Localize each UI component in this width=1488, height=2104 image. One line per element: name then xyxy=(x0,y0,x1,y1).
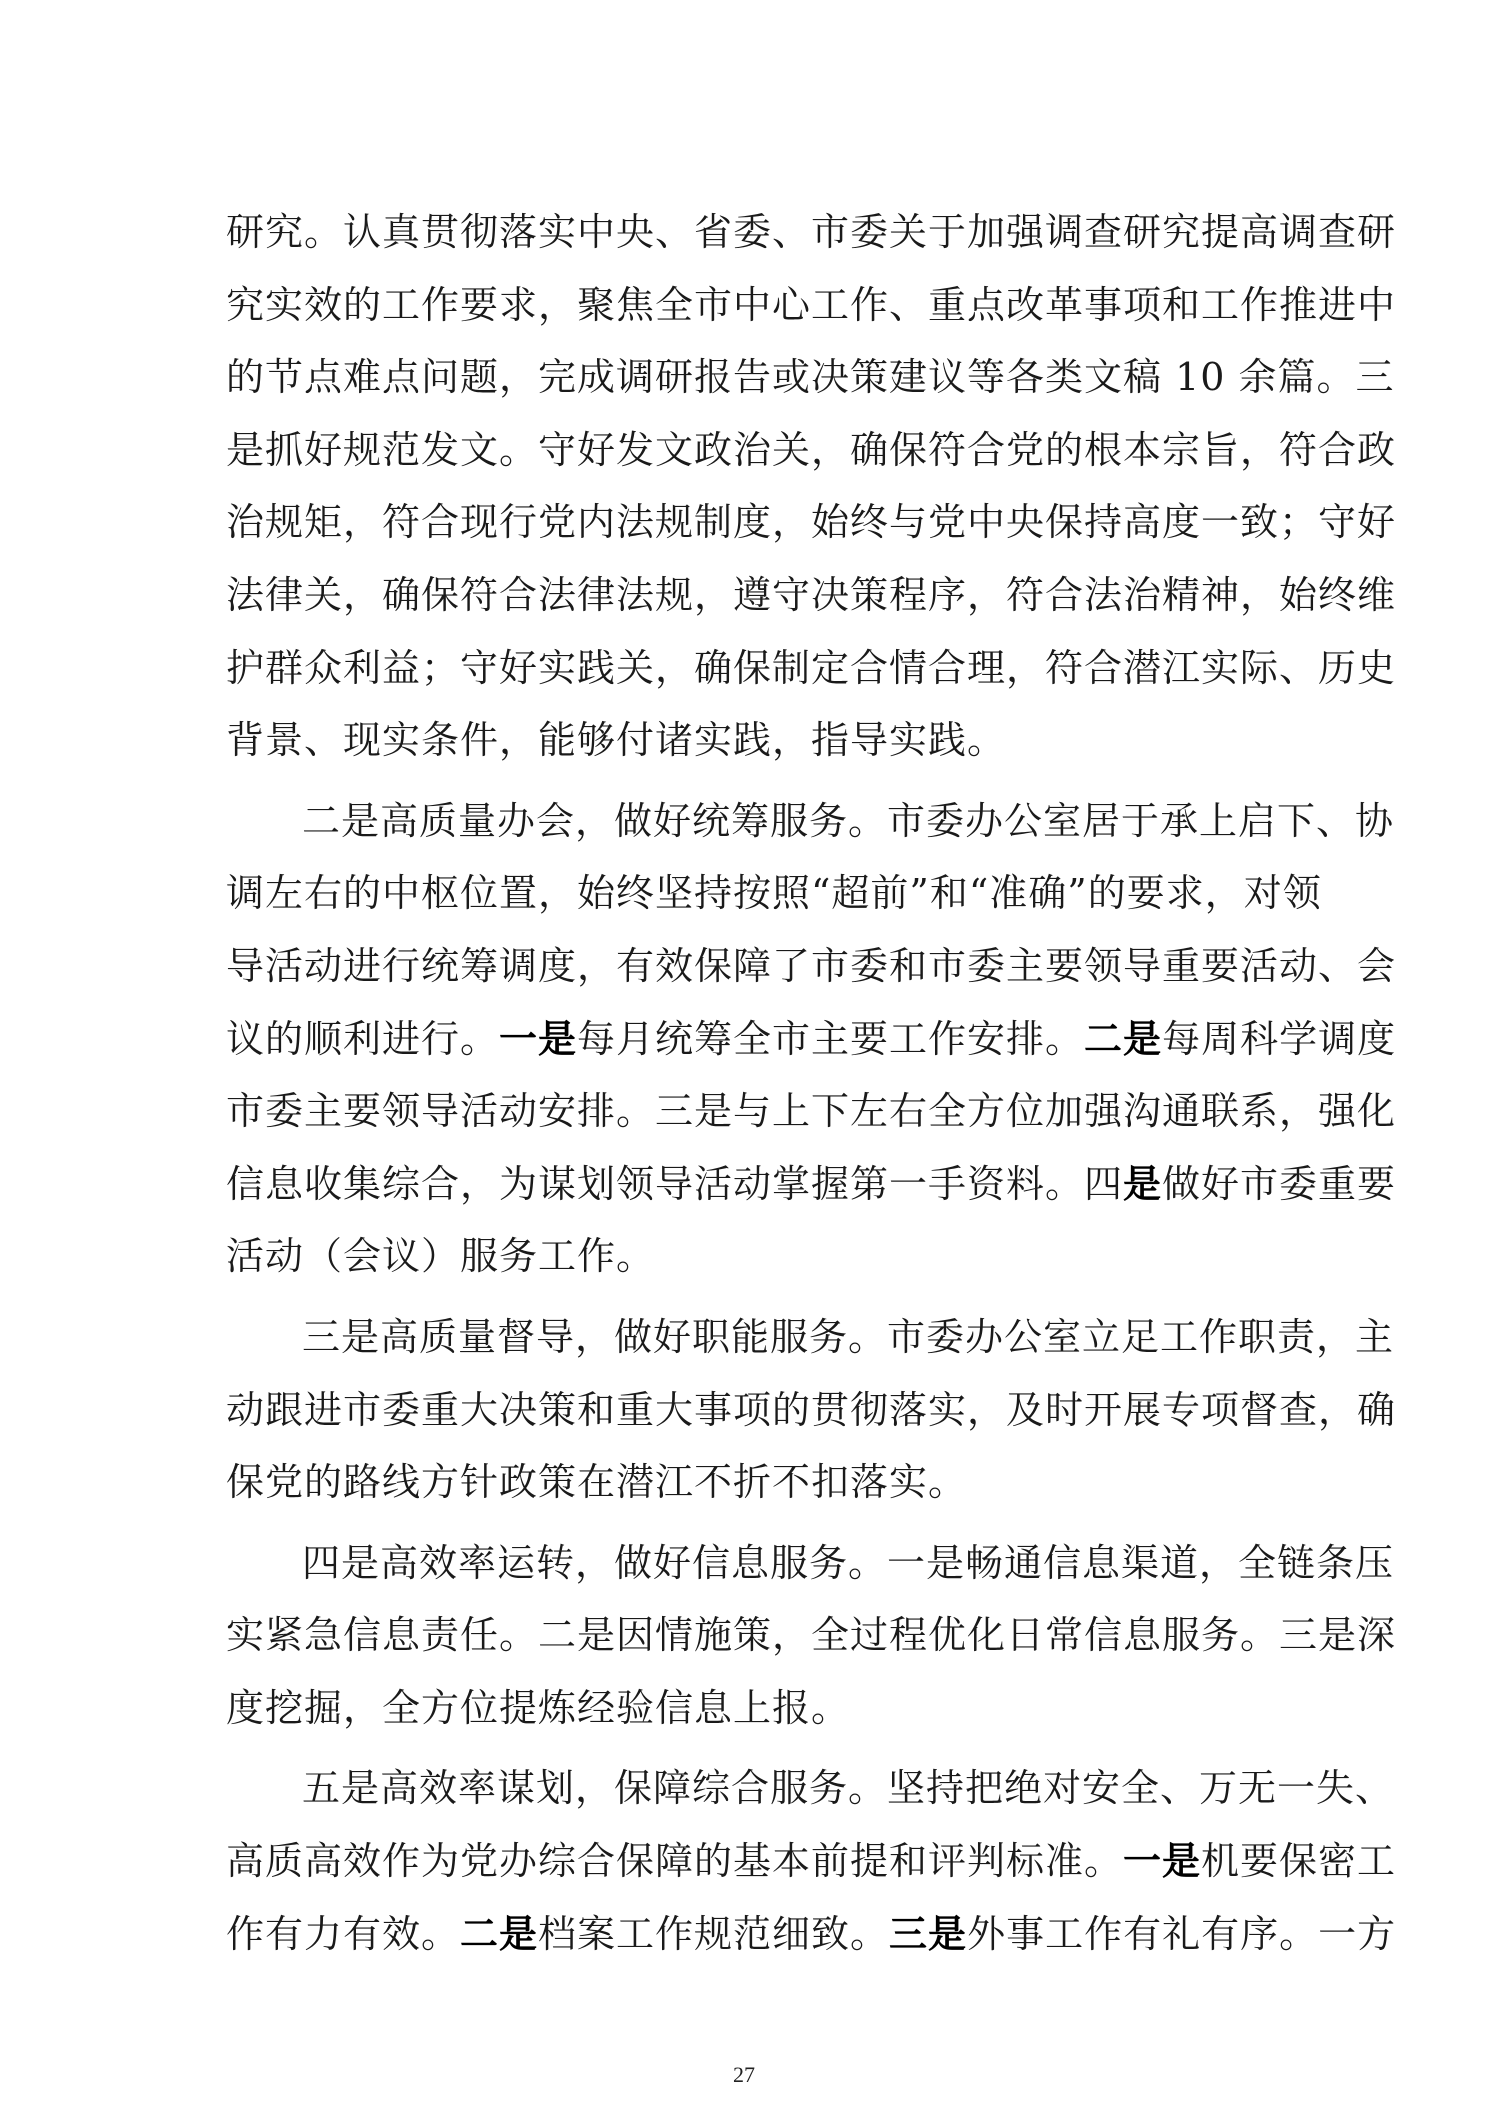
paragraph-planning xyxy=(226,1752,1397,1970)
text-line: 治规矩，符合现行党内法规制度，始终与党中央保持高度一致；守好 xyxy=(226,500,1397,545)
text-line: 研究。认真贯彻落实中央、省委、市委关于加强调查研究提高调查研 xyxy=(226,210,1397,254)
text-line: 的节点难点问题，完成调研报告或决策建议等各类文稿 10 余篇。三 xyxy=(226,355,1395,400)
text-line: 背景、现实条件，能够付诸实践，指导实践。 xyxy=(226,718,1007,763)
text-line: 护群众利益；守好实践关，确保制定合情合理，符合潜江实际、历史 xyxy=(226,645,1397,690)
text-line: 保党的路线方针政策在潜江不折不扣落实。 xyxy=(226,1460,968,1505)
text-run: 高质高效作为党办综合保障的基本前提和评判标准。 xyxy=(226,1839,1124,1884)
text-line: 活动（会议）服务工作。 xyxy=(226,1234,656,1279)
text-line: 导活动进行统筹调度，有效保障了市委和市委主要领导重要活动、会 xyxy=(226,943,1397,988)
bold-marker: 一是 xyxy=(499,1015,578,1061)
text-line xyxy=(226,1825,1397,1898)
text-line: 五是高效率谋划，保障综合服务。坚持把绝对安全、万无一失、 xyxy=(302,1766,1395,1811)
text-line xyxy=(226,1003,1397,1076)
paragraph-supervision xyxy=(226,1301,1397,1519)
text-line: 法律关，确保符合法律法规，遵守决策程序，符合法治精神，始终维 xyxy=(226,572,1397,617)
text-run: 作有力有效。 xyxy=(226,1911,461,1956)
text-line: 究实效的工作要求，聚焦全市中心工作、重点改革事项和工作推进中 xyxy=(226,282,1397,327)
text-run: 信息收集综合，为谋划领导活动掌握第一手资料。四 xyxy=(226,1161,1124,1206)
text-line xyxy=(226,1148,1397,1221)
text-line: 度挖掘，全方位提炼经验信息上报。 xyxy=(226,1685,851,1730)
paragraph-meetings xyxy=(226,785,1397,1293)
text-line: 市委主要领导活动安排。三是与上下左右全方位加强沟通联系，强化 xyxy=(226,1089,1397,1134)
text-line: 四是高效率运转，做好信息服务。一是畅通信息渠道，全链条压 xyxy=(302,1540,1395,1585)
paragraph-information xyxy=(226,1527,1397,1745)
page-number: 27 xyxy=(733,2062,755,2087)
bold-marker: 二是 xyxy=(1084,1015,1163,1061)
text-line: 三是高质量督导，做好职能服务。市委办公室立足工作职责，主 xyxy=(302,1314,1395,1359)
bold-marker: 三是 xyxy=(889,1910,968,1956)
document-body xyxy=(226,196,1397,1970)
text-line: 动跟进市委重大决策和重大事项的贯彻落实，及时开展专项督查，确 xyxy=(226,1387,1397,1432)
bold-marker: 二是 xyxy=(460,1910,539,1956)
text-run: 每周科学调度 xyxy=(1162,1016,1397,1061)
text-line: 调左右的中枢位置，始终坚持按照“超前”和“准确”的要求，对领 xyxy=(226,871,1322,916)
text-run: 做好市委重要 xyxy=(1162,1161,1397,1206)
text-run: 档案工作规范细致。 xyxy=(538,1911,890,1956)
text-line: 是抓好规范发文。守好发文政治关，确保符合党的根本宗旨，符合政 xyxy=(226,427,1397,472)
paragraph-research-docs xyxy=(226,196,1397,777)
bold-marker: 一是 xyxy=(1123,1838,1202,1884)
text-run: 外事工作有礼有序。一方 xyxy=(967,1911,1397,1956)
bold-marker: 是 xyxy=(1123,1160,1163,1206)
text-line: 二是高质量办会，做好统筹服务。市委办公室居于承上启下、协 xyxy=(302,798,1395,843)
text-line xyxy=(226,1898,1397,1971)
text-run: 议的顺利进行。 xyxy=(226,1016,500,1061)
text-run: 机要保密工 xyxy=(1201,1839,1397,1884)
text-line: 实紧急信息责任。二是因情施策，全过程优化日常信息服务。三是深 xyxy=(226,1613,1397,1658)
text-run: 每月统筹全市主要工作安排。 xyxy=(577,1016,1085,1061)
